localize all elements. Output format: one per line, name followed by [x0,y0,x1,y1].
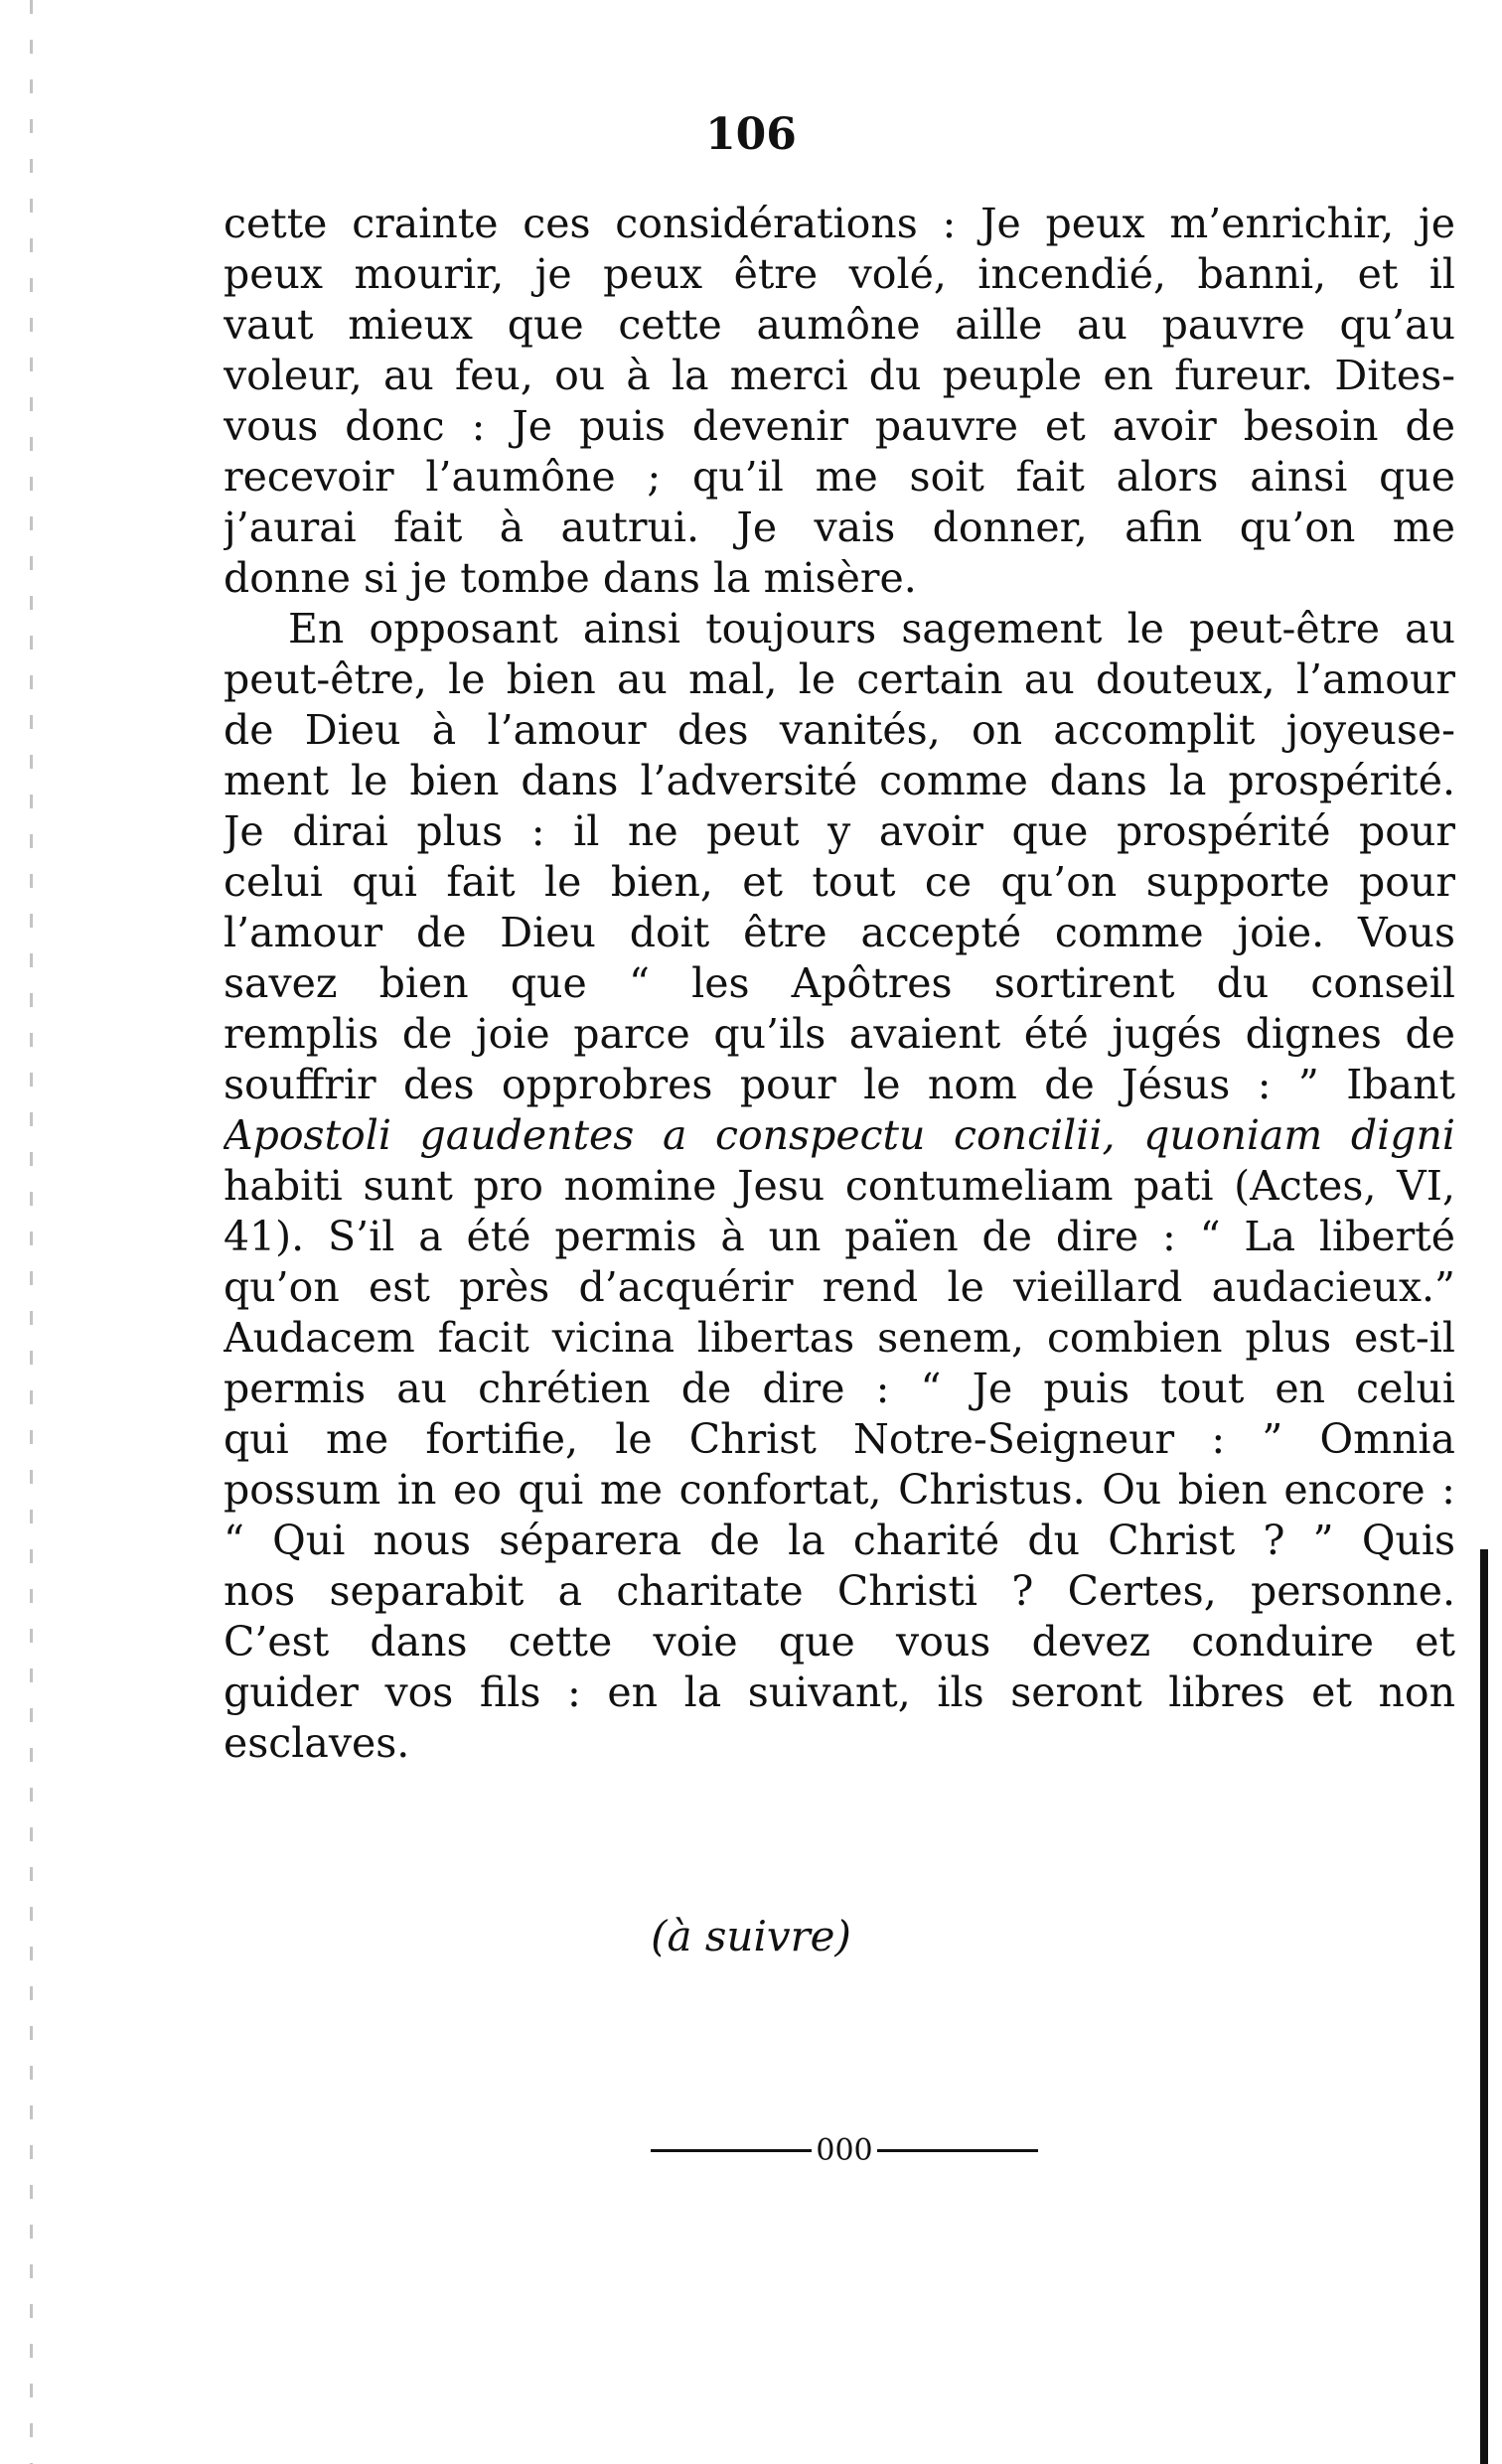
text-line: peux mourir, je peux être volé, incendié, banni, et il [224,250,1455,298]
text-line: habiti sunt pro nomine Jesu contumeliam pati (Actes, VI, [224,1162,1455,1210]
text-line: Apostoli gaudentes a conspectu concilii, quoniam digni [224,1111,1455,1159]
page-number: 106 [705,109,797,160]
text-line: C’est dans cette voie que vous devez conduire et [224,1618,1455,1666]
text-line: qu’on est près d’acquérir rend le vieillard audacieux.” [224,1263,1455,1311]
text-line: peut-être, le bien au mal, le certain au douteux, l’amour [224,655,1455,703]
text-line: j’aurai fait à autrui. Je vais donner, afin qu’on me [224,504,1455,551]
text-line: nos separabit a charitate Christi ? Certes, personne. [224,1567,1455,1615]
text-line: celui qui fait le bien, et tout ce qu’on supporte pour [224,858,1455,906]
text-line: vous donc : Je puis devenir pauvre et avoir besoin de [224,402,1455,450]
text-line: donne si je tombe dans la misère. [224,554,917,602]
text-line: souffrir des opprobres pour le nom de Jésus : ” Ibant [224,1061,1455,1108]
text-line: “ Qui nous séparera de la charité du Christ ? ” Quis [224,1517,1455,1564]
text-line: qui me fortifie, le Christ Notre-Seigneur : ” Omnia [224,1415,1455,1463]
section-divider [651,2133,1038,2168]
text-line: Audacem facit vicina libertas senem, combien plus est-il [224,1314,1455,1362]
divider-mark: 000 [816,2133,873,2168]
text-line: esclaves. [224,1719,410,1767]
text-line: voleur, au feu, ou à la merci du peuple en fureur. Dites- [224,352,1455,399]
binding-edge [1480,1549,1488,2464]
text-line: permis au chrétien de dire : “ Je puis tout en celui [224,1365,1455,1412]
body-text [224,199,1455,1769]
text-line: savez bien que “ les Apôtres sortirent du conseil [224,959,1455,1007]
text-line: Je dirai plus : il ne peut y avoir que prospérité pour [224,807,1455,855]
text-line: cette crainte ces considérations : Je peux m’enrichir, je [224,200,1455,247]
text-line: recevoir l’aumône ; qu’il me soit fait alors ainsi que [224,453,1455,501]
text-line: En opposant ainsi toujours sagement le peut-être au [288,605,1455,652]
divider-rule-right [877,2149,1038,2152]
text-line: guider vos fils : en la suivant, ils seront libres et non [224,1668,1455,1716]
divider-rule-left [651,2149,812,2152]
text-line: ment le bien dans l’adversité comme dans la prospérité. [224,757,1455,804]
page-edge-shadow [30,0,33,2464]
text-line: vaut mieux que cette aumône aille au pauvre qu’au [224,301,1455,349]
text-line: l’amour de Dieu doit être accepté comme joie. Vous [224,909,1455,956]
text-line: 41). S’il a été permis à un païen de dire : “ La liberté [224,1213,1455,1260]
continuation-note: (à suivre) [651,1912,851,1960]
text-line: possum in eo qui me confortat, Christus. Ou bien encore : [224,1466,1455,1514]
text-line: de Dieu à l’amour des vanités, on accomplit joyeuse- [224,706,1455,754]
text-line: remplis de joie parce qu’ils avaient été jugés dignes de [224,1010,1455,1058]
